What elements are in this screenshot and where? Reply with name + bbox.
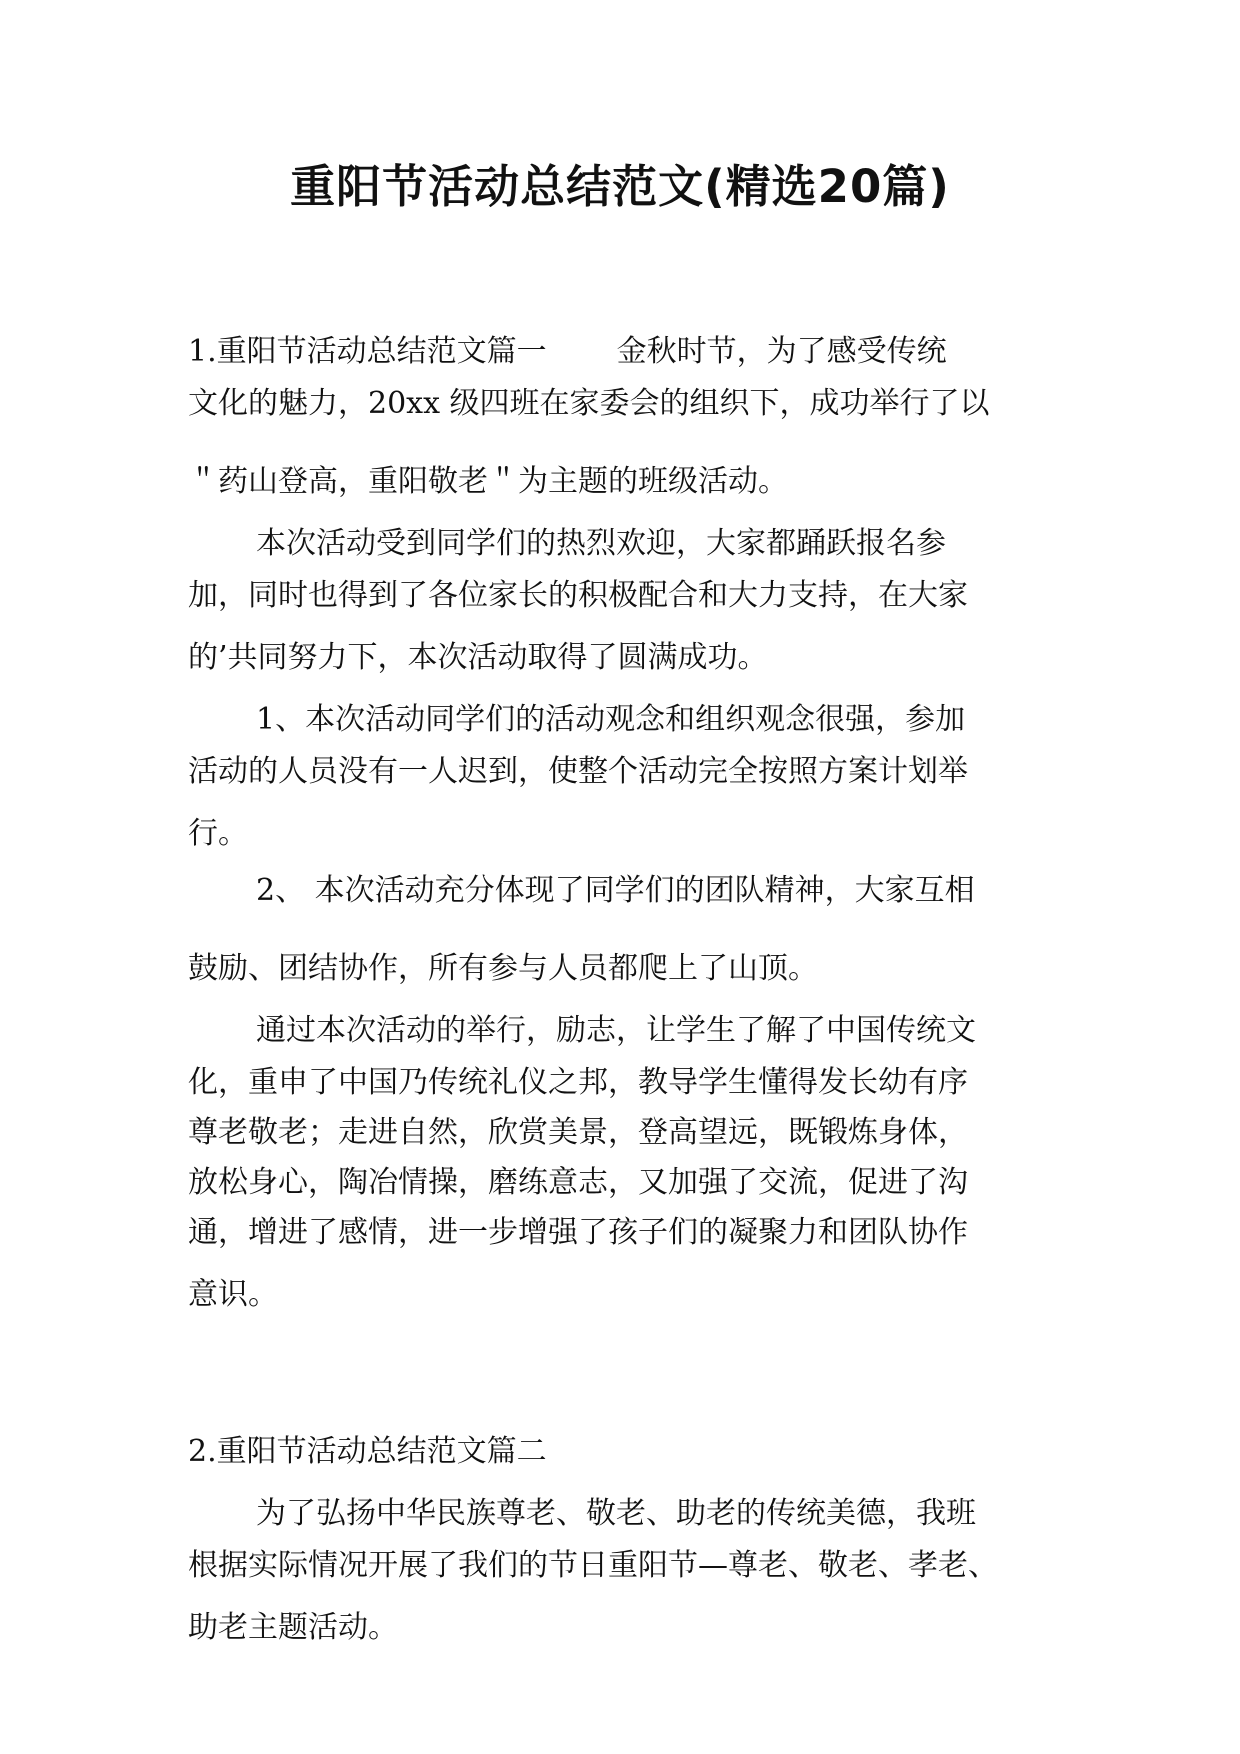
paragraph-line: 行。 [188, 816, 248, 851]
paragraph-line: 2、 本次活动充分体现了同学们的团队精神，大家互相 [256, 873, 975, 908]
paragraph-line: 意识。 [188, 1277, 278, 1312]
section-1-first-line [188, 332, 947, 372]
paragraph-line: 加，同时也得到了各位家长的积极配合和大力支持，在大家 [188, 578, 968, 613]
section-2-heading: 2.重阳节活动总结范文篇二 [188, 1434, 547, 1469]
paragraph-line: 通过本次活动的举行，励志，让学生了解了中国传统文 [256, 1013, 976, 1048]
paragraph-line: 放松身心，陶冶情操，磨练意志，又加强了交流，促进了沟 [188, 1165, 968, 1200]
paragraph-line: 助老主题活动。 [188, 1610, 398, 1645]
paragraph-line: 本次活动受到同学们的热烈欢迎，大家都踊跃报名参 [256, 526, 946, 561]
paragraph-line: ＂药山登高，重阳敬老＂为主题的班级活动。 [188, 464, 788, 499]
paragraph-line: 金秋时节，为了感受传统 [616, 334, 947, 369]
section-1-heading: 1.重阳节活动总结范文篇一 [188, 334, 547, 369]
paragraph-line: 尊老敬老；走进自然，欣赏美景，登高望远，既锻炼身体， [188, 1115, 968, 1150]
paragraph-line: 鼓励、团结协作，所有参与人员都爬上了山顶。 [188, 951, 818, 986]
document-title: 重阳节活动总结范文(精选20篇) [290, 160, 950, 213]
paragraph-line: 为了弘扬中华民族尊老、敬老、助老的传统美德，我班 [256, 1496, 976, 1531]
paragraph-line: 根据实际情况开展了我们的节日重阳节—尊老、敬老、孝老、 [188, 1548, 998, 1583]
paragraph-line: 1、本次活动同学们的活动观念和组织观念很强，参加 [256, 702, 966, 737]
paragraph-line: 化，重申了中国乃传统礼仪之邦，教导学生懂得发长幼有序 [188, 1065, 968, 1100]
paragraph-line: 的’共同努力下，本次活动取得了圆满成功。 [188, 640, 768, 675]
paragraph-line: 通，增进了感情，进一步增强了孩子们的凝聚力和团队协作 [188, 1215, 968, 1250]
paragraph-line: 活动的人员没有一人迟到，使整个活动完全按照方案计划举 [188, 754, 968, 789]
paragraph-line: 文化的魅力，20xx 级四班在家委会的组织下，成功举行了以 [188, 386, 990, 421]
